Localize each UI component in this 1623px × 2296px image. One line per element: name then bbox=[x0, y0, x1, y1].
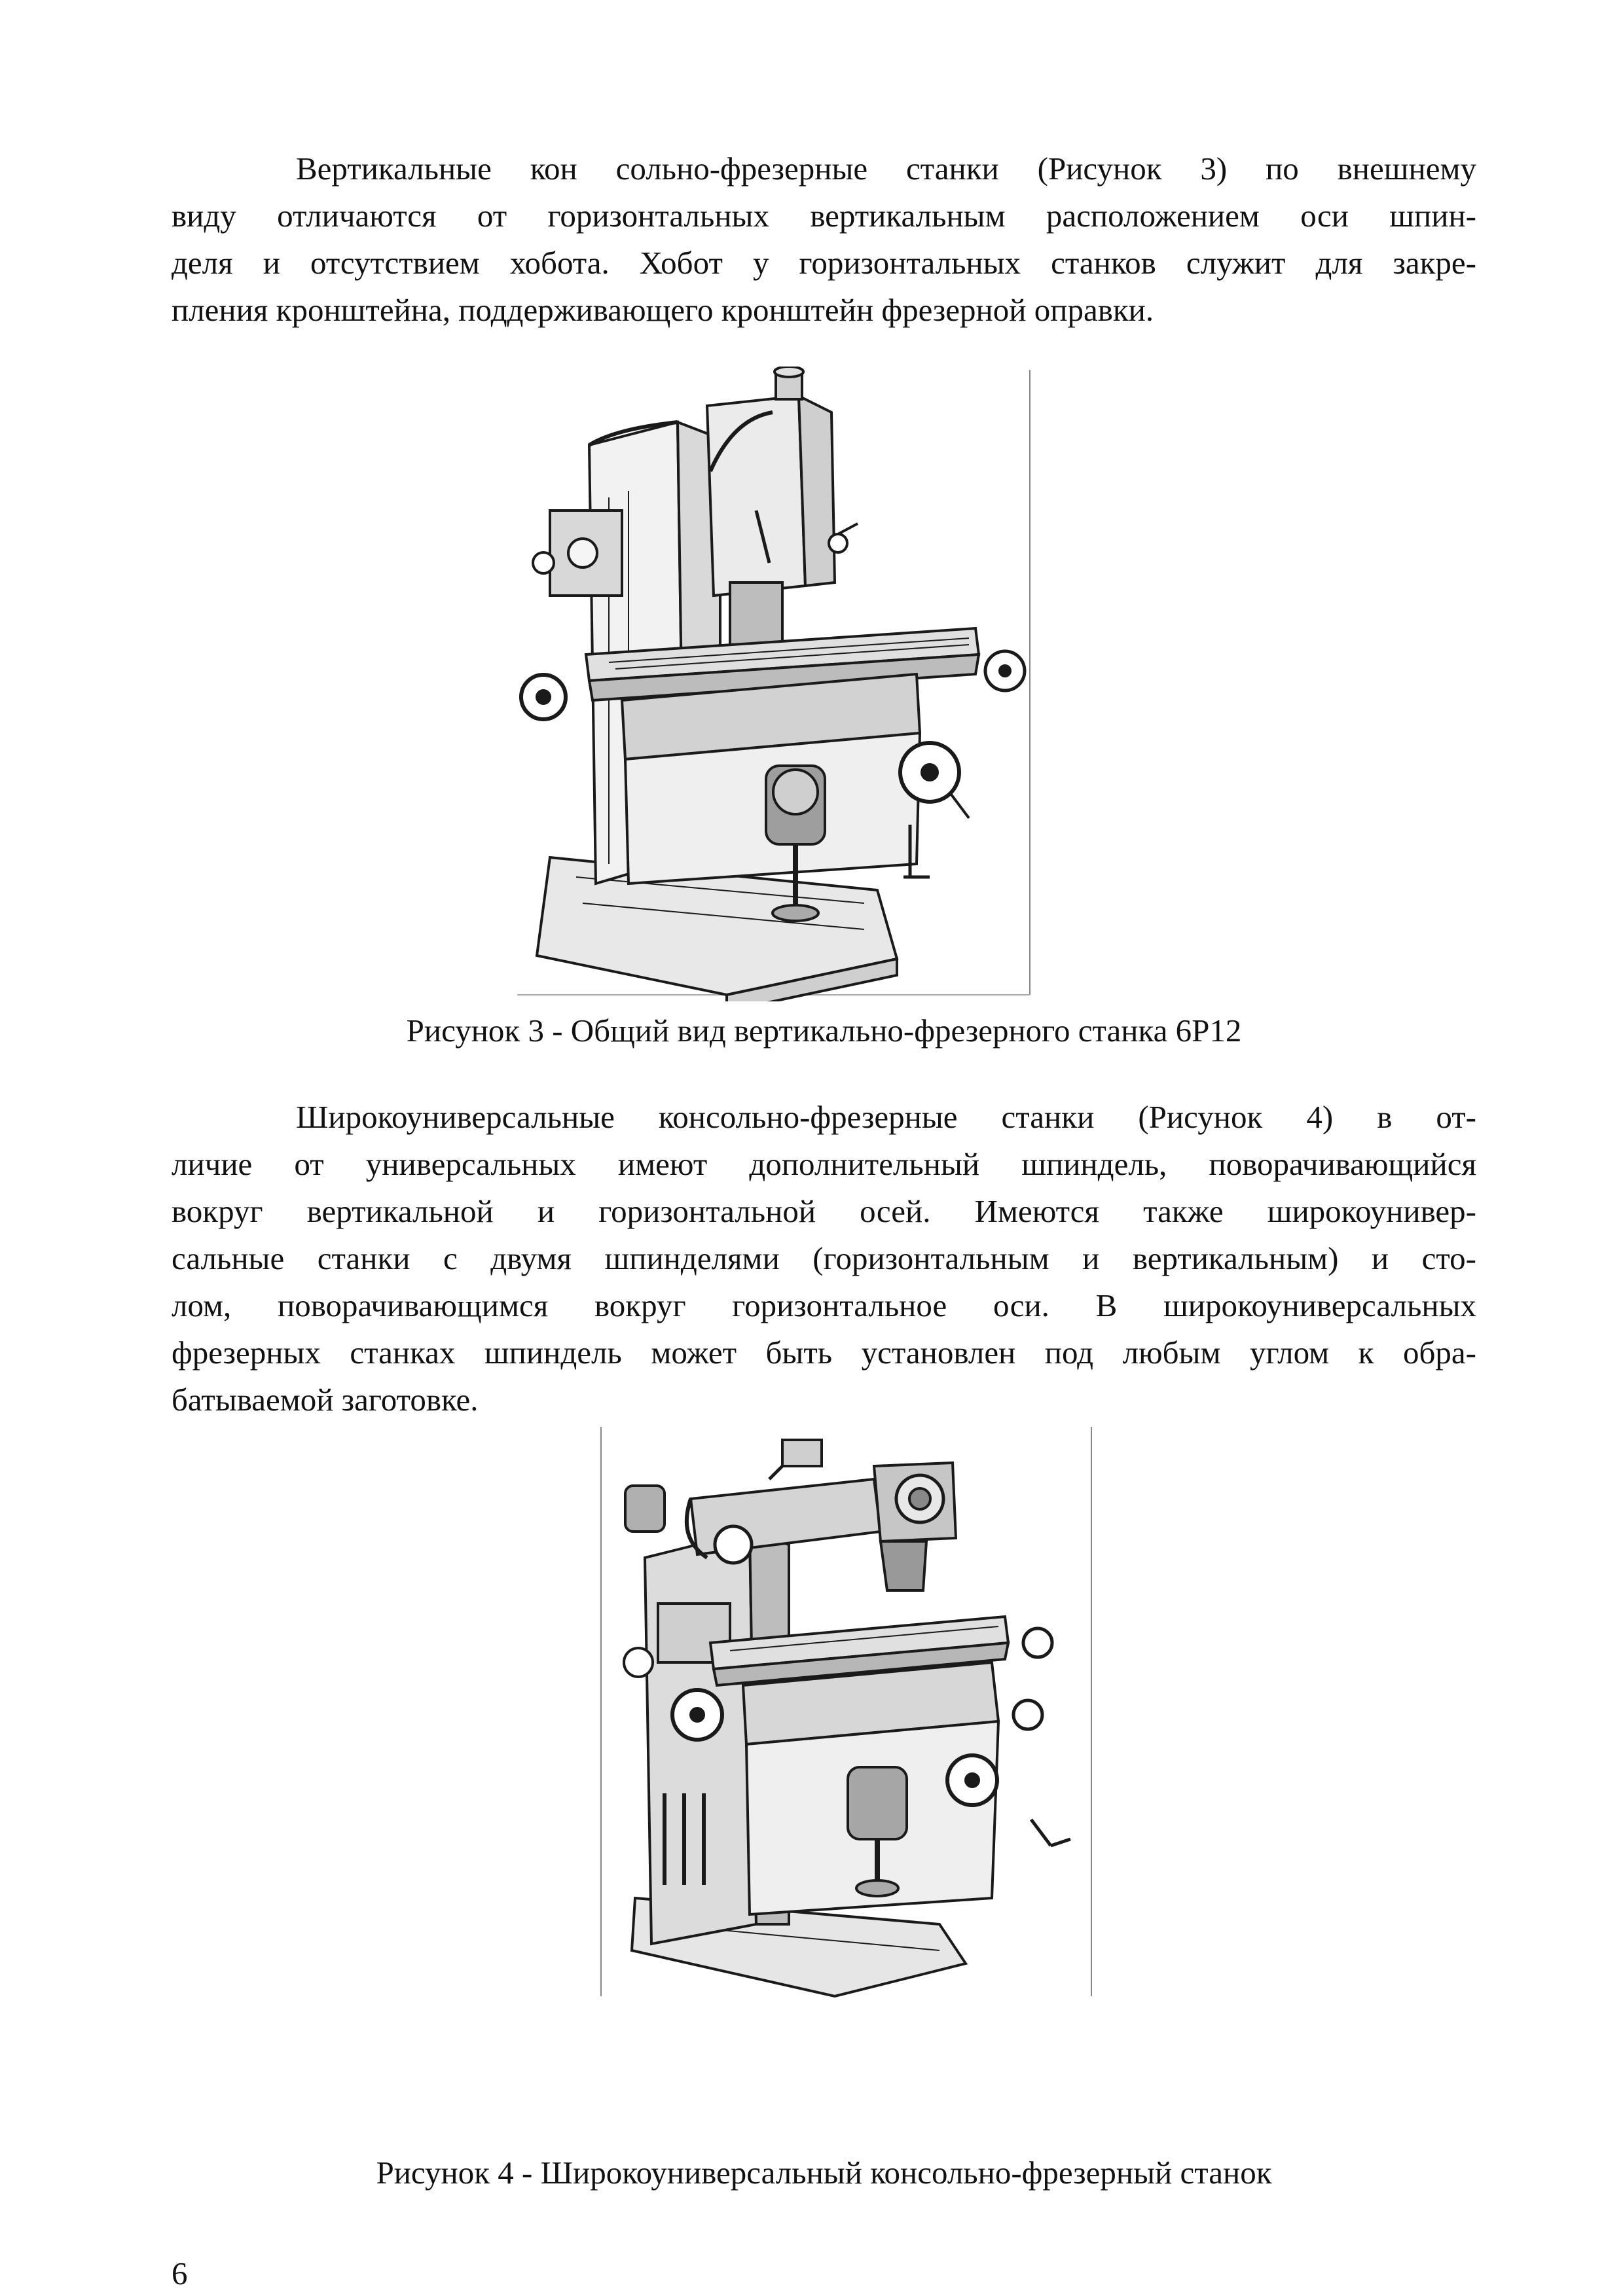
paragraph-vertical-machines bbox=[172, 145, 1476, 334]
paragraph-line: личие от универсальных имеют дополнительный шпиндель, поворачивающийся bbox=[172, 1146, 1476, 1182]
universal-milling-machine-drawing bbox=[599, 1427, 1093, 2003]
page-number: 6 bbox=[172, 2255, 188, 2291]
paragraph-line: вокруг вертикальной и горизонтальной осей. Имеются также широкоунивер- bbox=[172, 1193, 1476, 1229]
paragraph-line: деля и отсутствием хобота. Хобот у горизонтальных станков служит для закре- bbox=[172, 245, 1476, 281]
paragraph-line: виду отличаются от горизонтальных вертикальным расположением оси шпин- bbox=[172, 198, 1476, 234]
paragraph-line: Широкоуниверсальные консольно-фрезерные станки (Рисунок 4) в от- bbox=[296, 1099, 1476, 1135]
paragraph-line: Вертикальные кон сольно-фрезерные станки (Рисунок 3) по внешнему bbox=[296, 151, 1476, 187]
paragraph-line: пления кронштейна, поддерживающего кронштейн фрезерной оправки. bbox=[172, 292, 1154, 328]
paragraph-line: фрезерных станках шпиндель может быть установлен под любым углом к обра- bbox=[172, 1335, 1476, 1371]
paragraph-line: батываемой заготовке. bbox=[172, 1382, 479, 1418]
paragraph-line: лом, поворачивающимся вокруг горизонтальное оси. В широкоуниверсальных bbox=[172, 1287, 1476, 1323]
paragraph-line: сальные станки с двумя шпинделями (горизонтальным и вертикальным) и сто- bbox=[172, 1240, 1476, 1276]
figure-4-universal-milling-machine bbox=[599, 1427, 1093, 2003]
vertical-milling-machine-drawing bbox=[511, 367, 1034, 1001]
figure-3-vertical-milling-machine bbox=[511, 367, 1034, 1001]
figure-4-caption: Рисунок 4 - Широкоуниверсальный консольно-фрезерный станок bbox=[376, 2155, 1272, 2191]
paragraph-universal-machines bbox=[172, 1094, 1476, 1424]
figure-3-caption: Рисунок 3 - Общий вид вертикально-фрезерного станка 6Р12 bbox=[406, 1013, 1242, 1049]
